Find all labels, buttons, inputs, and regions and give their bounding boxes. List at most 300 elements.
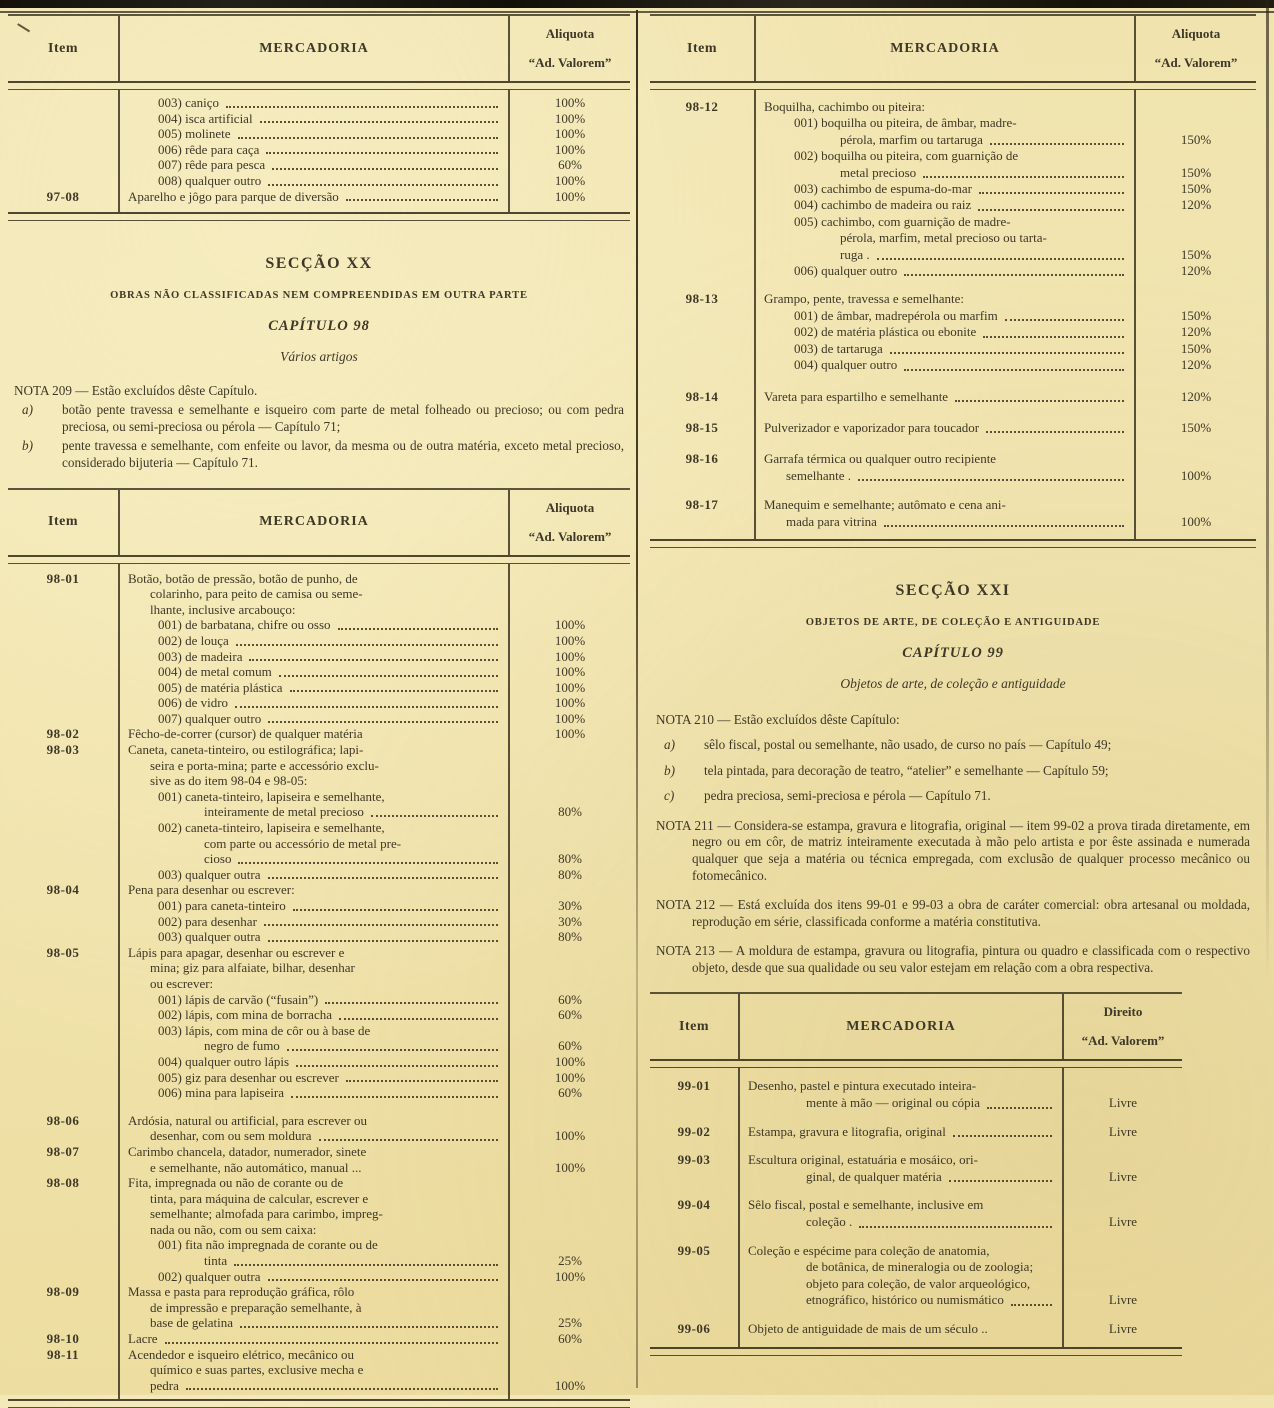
table-row: [8, 1113, 630, 1129]
merchandise-text: semelhante .: [786, 467, 851, 483]
merchandise-text: lhante, inclusive arcabouço:: [150, 601, 296, 617]
merchandise-text: colarinho, para peito de camisa ou seme-: [150, 586, 363, 602]
rate-value: [510, 1347, 630, 1363]
rate-value: [510, 1284, 630, 1300]
table-body: [8, 564, 630, 1400]
dotted-leader: [953, 1135, 1052, 1137]
table-row: [650, 308, 1256, 324]
rate-value: [510, 1222, 630, 1238]
nota-item-text: pente travessa e semelhante, com enfeite ou lavor, da mesma ou de outra matéria, exceto metal precioso, considerado bijuteria — Capítulo 71.: [62, 438, 624, 470]
table-row: [8, 157, 630, 173]
merchandise-text: 004) isca artificial: [158, 110, 253, 126]
table-spacer-row: [8, 1393, 630, 1399]
item-number: 99-05: [677, 1242, 711, 1258]
merchandise-cell: [118, 898, 510, 914]
merchandise-cell: [738, 1259, 1064, 1276]
dotted-leader: [165, 1342, 498, 1344]
rate-value: 120%: [1180, 324, 1212, 340]
table-spacer-row: [650, 1068, 1182, 1078]
table-row: [650, 1259, 1182, 1276]
item-number: [8, 960, 118, 976]
rate-value: 60%: [558, 1007, 582, 1023]
rate-value: [510, 1144, 630, 1160]
rate-value: 25%: [558, 1253, 582, 1269]
table-row: [8, 1222, 630, 1238]
dotted-leader: [238, 137, 498, 139]
chapter-subtitle: Vários artigos: [280, 349, 358, 365]
merchandise-text: com parte ou accessório de metal pre-: [204, 835, 402, 851]
rate-value: 120%: [1180, 197, 1212, 213]
merchandise-cell: [754, 148, 1136, 164]
merchandise-text: objeto para coleção, de valor arqueológico,: [806, 1275, 1031, 1291]
table-row: [650, 247, 1256, 263]
dotted-leader: [268, 877, 498, 879]
dotted-leader: [186, 1388, 498, 1390]
rate-value: Livre: [1108, 1123, 1138, 1139]
rate-value: [510, 602, 630, 618]
merchandise-text: 001) fita não impregnada de corante ou de: [158, 1237, 378, 1253]
table-row: [8, 1038, 630, 1054]
merchandise-text: 003) qualquer outra: [158, 866, 261, 882]
dotted-leader: [983, 336, 1124, 338]
table-row: [8, 960, 630, 976]
item-number: [650, 1292, 738, 1309]
section-subtitle: OBRAS NÃO CLASSIFICADAS NEM COMPREENDIDAS EM OUTRA PARTE: [110, 290, 528, 302]
table-row: [8, 586, 630, 602]
table-row: [650, 214, 1256, 230]
merchandise-text: 003) qualquer outra: [158, 929, 261, 945]
item-number: [8, 680, 118, 696]
rate-value: 100%: [554, 126, 586, 142]
table-row: [650, 263, 1256, 279]
item-number: [8, 602, 118, 618]
table-row: [650, 1124, 1182, 1141]
item-number: [8, 695, 118, 711]
table-row: [8, 617, 630, 633]
dotted-leader: [236, 644, 498, 646]
merchandise-text: 002) para desenhar: [158, 913, 257, 929]
rate-value: 100%: [554, 1268, 586, 1284]
table-row: [8, 142, 630, 158]
merchandise-cell: [754, 181, 1136, 197]
table-spacer-row: [650, 1185, 1182, 1197]
merchandise-cell: [118, 189, 510, 205]
merchandise-text: Massa e pasta para reprodução gráfica, rôlo: [128, 1284, 355, 1300]
item-number: 99-06: [677, 1321, 711, 1336]
section-subtitle: OBJETOS DE ARTE, DE COLEÇÃO E ANTIGUIDADE: [805, 616, 1101, 628]
table-row: [650, 181, 1256, 197]
merchandise-text: 002) caneta-tinteiro, lapiseira e semelhante,: [158, 820, 385, 836]
table-row: [8, 976, 630, 992]
merchandise-text: 001) boquilha ou piteira, de âmbar, madre-: [794, 115, 1017, 131]
rate-value: 150%: [1180, 131, 1212, 147]
rate-header-line2: “Ad. Valorem”: [528, 55, 612, 70]
column-header-mercadoria: MERCADORIA: [738, 994, 1064, 1059]
merchandise-cell: [118, 1362, 510, 1378]
merchandise-cell: [118, 173, 510, 189]
merchandise-cell: [738, 1095, 1064, 1112]
merchandise-text: 006) de vidro: [158, 695, 229, 711]
table-row: [8, 820, 630, 836]
header-rule: [650, 81, 1256, 90]
item-number: 98-03: [46, 742, 80, 758]
merchandise-text: 004) de metal comum: [158, 664, 272, 680]
item-number: [650, 1259, 738, 1276]
merchandise-cell: [118, 157, 510, 173]
table-row: [650, 1321, 1182, 1338]
table-row: [650, 497, 1256, 513]
nota-item-text: botão pente travessa e semelhante e isqueiro com parte de metal folheado ou precioso; ou com pedra preciosa, ou semi-preciosa ou pérola — Capítulo 71;: [62, 402, 624, 434]
rate-header-line2: “Ad. Valorem”: [528, 528, 612, 544]
table-row: [650, 1292, 1182, 1309]
rate-value: [510, 1023, 630, 1039]
merchandise-cell: [754, 451, 1136, 467]
merchandise-text: Manequim e semelhante; autômato e cena ani-: [764, 497, 1006, 513]
merchandise-cell: [754, 132, 1136, 148]
item-number: [8, 851, 118, 867]
merchandise-text: 003) cachimbo de espuma-do-mar: [794, 181, 972, 197]
rate-value: 25%: [558, 1315, 582, 1331]
merchandise-text: Sêlo fiscal, postal e semelhante, inclusive em: [748, 1197, 984, 1213]
table-header: [650, 994, 1182, 1059]
merchandise-text: 003) caniço: [158, 95, 220, 110]
section-title: SECÇÃO XXI: [895, 581, 1011, 599]
merchandise-cell: [118, 882, 510, 898]
table-row: [8, 882, 630, 898]
column-header-item: Item: [687, 40, 717, 56]
dotted-leader: [293, 909, 498, 911]
rate-value: 60%: [558, 991, 582, 1007]
table-row: [8, 680, 630, 696]
dotted-leader: [325, 1002, 498, 1004]
table-row: [650, 1095, 1182, 1112]
rate-value: Livre: [1108, 1095, 1138, 1111]
item-number: [8, 664, 118, 680]
merchandise-cell: [118, 945, 510, 961]
rate-value: 80%: [558, 804, 582, 820]
merchandise-cell: [118, 1222, 510, 1238]
rate-value: 100%: [554, 110, 586, 126]
item-number: [650, 247, 754, 263]
table-row: [8, 1128, 630, 1144]
table-spacer-row: [8, 564, 630, 571]
table-row: [650, 420, 1256, 436]
dotted-leader: [986, 431, 1124, 433]
merchandise-cell: [754, 420, 1136, 436]
item-number: 98-04: [46, 882, 80, 898]
item-number: [650, 357, 754, 373]
table-row: [650, 389, 1256, 405]
dotted-leader: [987, 1107, 1052, 1109]
dotted-leader: [890, 352, 1124, 354]
item-number: [650, 165, 754, 181]
merchandise-cell: [738, 1152, 1064, 1169]
dotted-leader: [264, 924, 498, 926]
table-row: [650, 148, 1256, 164]
rate-value: [510, 820, 630, 836]
chapter-title: CAPÍTULO 99: [902, 644, 1004, 661]
nota-paragraph: NOTA 213 — A moldura de estampa, gravura ou litografia, pintura ou quadro e classificada com o respectivo objeto, desde que sua qualidade ou seu valor estejam em relação com a obra respectiva.: [656, 943, 1250, 975]
item-number: [8, 1362, 118, 1378]
table-row: [650, 1197, 1182, 1214]
merchandise-cell: [118, 992, 510, 1008]
rate-value: 100%: [554, 710, 586, 726]
merchandise-text: 001) caneta-tinteiro, lapiseira e semelhante,: [158, 788, 385, 804]
item-number: 98-06: [46, 1112, 80, 1128]
table-bottom-rule: [650, 539, 1256, 548]
item-number: [650, 514, 754, 530]
rate-value: 150%: [1180, 307, 1212, 323]
rate-value: [1136, 99, 1256, 115]
tariff-table-right-bottom: [650, 992, 1182, 1355]
dotted-leader: [904, 369, 1124, 371]
dotted-leader: [235, 706, 498, 708]
table-row: [8, 1347, 630, 1363]
item-number: [8, 820, 118, 836]
table-row: [8, 1269, 630, 1285]
merchandise-cell: [118, 1191, 510, 1207]
merchandise-cell: [118, 126, 510, 142]
rate-value: [1064, 1197, 1182, 1214]
item-number: 98-13: [685, 291, 719, 307]
rate-value: 150%: [1180, 246, 1212, 262]
merchandise-text: 004) qualquer outro lápis: [158, 1053, 290, 1069]
dotted-leader: [955, 400, 1124, 402]
merchandise-cell: [118, 742, 510, 758]
table-spacer-row: [650, 1231, 1182, 1243]
dotted-leader: [338, 628, 498, 630]
column-header-rate: [510, 490, 630, 555]
item-number: 99-02: [677, 1123, 711, 1139]
table-row: [8, 789, 630, 805]
item-number: [8, 804, 118, 820]
rate-value: [1136, 214, 1256, 230]
item-number: [650, 115, 754, 131]
dotted-leader: [287, 1049, 498, 1051]
merchandise-cell: [754, 291, 1136, 307]
rate-value: 60%: [558, 1085, 582, 1101]
dotted-leader: [859, 1226, 1052, 1228]
table-row: [650, 324, 1256, 340]
merchandise-cell: [738, 1214, 1064, 1231]
merchandise-text: 006) rêde para caça: [158, 141, 260, 157]
rate-value: 30%: [558, 913, 582, 929]
merchandise-text: 002) de louça: [158, 632, 229, 648]
merchandise-cell: [118, 695, 510, 711]
item-number: 98-14: [685, 388, 719, 404]
table-row: [8, 804, 630, 820]
merchandise-cell: [118, 1284, 510, 1300]
column-header-mercadoria: MERCADORIA: [118, 16, 510, 81]
item-number: [8, 1206, 118, 1222]
merchandise-text: Ardósia, natural ou artificial, para escrever ou: [128, 1112, 367, 1128]
rate-header-line2: “Ad. Valorem”: [1154, 55, 1238, 70]
table-row: [650, 514, 1256, 530]
column-header-mercadoria: MERCADORIA: [754, 16, 1136, 81]
item-number: [8, 1253, 118, 1269]
merchandise-text: mada para vitrina: [786, 513, 877, 529]
merchandise-text: Boquilha, cachimbo ou piteira:: [764, 99, 926, 114]
merchandise-text: 008) qualquer outro: [158, 172, 262, 188]
rate-value: 100%: [1180, 513, 1212, 529]
table-row: [8, 1085, 630, 1101]
rate-value: Livre: [1108, 1292, 1138, 1308]
merchandise-cell: [118, 836, 510, 852]
merchandise-text: tinta, para máquina de calcular, escrever e: [150, 1190, 369, 1206]
table-spacer-row: [650, 1309, 1182, 1321]
item-number: 99-03: [677, 1152, 711, 1168]
nota-list-item: [656, 788, 1250, 805]
rate-value: 100%: [554, 1069, 586, 1085]
rate-value: 80%: [558, 929, 582, 945]
merchandise-cell: [118, 1206, 510, 1222]
merchandise-cell: [754, 324, 1136, 340]
merchandise-text: 001) para caneta-tinteiro: [158, 898, 286, 913]
merchandise-cell: [118, 142, 510, 158]
table-row: [650, 1214, 1182, 1231]
merchandise-cell: [754, 230, 1136, 246]
item-number: [8, 711, 118, 727]
item-number: [8, 992, 118, 1008]
merchandise-text: 001) lápis de carvão (“fusain”): [158, 991, 319, 1007]
merchandise-cell: [118, 851, 510, 867]
item-number: 98-15: [685, 419, 719, 435]
table-header: [650, 16, 1256, 81]
merchandise-cell: [754, 357, 1136, 373]
merchandise-text: Fita, impregnada ou não de corante ou de: [128, 1175, 344, 1191]
item-number: [8, 1038, 118, 1054]
merchandise-text: etnográfico, histórico ou numismático: [806, 1292, 1004, 1308]
merchandise-text: sive as do item 98-04 e 98-05:: [150, 773, 308, 789]
rate-value: [510, 882, 630, 898]
rate-value: [1064, 1276, 1182, 1293]
merchandise-text: ginal, de qualquer matéria: [806, 1168, 942, 1184]
merchandise-text: 001) de âmbar, madrepérola ou marfim: [794, 307, 998, 323]
header-rule: [650, 1059, 1182, 1068]
dotted-leader: [346, 199, 498, 201]
item-number: 99-01: [677, 1078, 711, 1094]
table-header: [8, 16, 630, 81]
rate-value: [1136, 230, 1256, 246]
merchandise-text: Botão, botão de pressão, botão de punho, de: [128, 570, 358, 586]
table-body: [650, 1068, 1182, 1346]
table-bottom-rule: [8, 212, 630, 221]
column-header-rate: [1064, 994, 1182, 1059]
table-row: [8, 189, 630, 205]
merchandise-cell: [118, 1144, 510, 1160]
merchandise-cell: [118, 758, 510, 774]
merchandise-text: 005) giz para desenhar ou escrever: [158, 1069, 339, 1085]
rate-header-line1: Aliquota: [1171, 26, 1221, 41]
item-number: [8, 789, 118, 805]
item-number: [8, 111, 118, 127]
table-row: [8, 867, 630, 883]
merchandise-text: de impressão e preparação semelhante, à: [150, 1299, 362, 1315]
item-number: [8, 126, 118, 142]
merchandise-cell: [118, 1331, 510, 1347]
rate-value: 100%: [554, 632, 586, 648]
merchandise-cell: [754, 115, 1136, 131]
nota-heading: NOTA 210 — Estão excluídos dêste Capítulo:: [656, 711, 900, 727]
table-spacer-row: [650, 484, 1256, 497]
merchandise-text: 005) molinete: [158, 126, 231, 142]
table-row: [8, 649, 630, 665]
dotted-leader: [290, 690, 498, 692]
merchandise-text: pedra: [150, 1377, 179, 1393]
merchandise-text: ou escrever:: [150, 975, 214, 991]
column-divider-rule: [636, 10, 638, 1388]
merchandise-cell: [118, 571, 510, 587]
merchandise-cell: [118, 1007, 510, 1023]
table-row: [8, 742, 630, 758]
rate-value: 100%: [554, 188, 586, 204]
table-row: [8, 602, 630, 618]
item-number: [8, 617, 118, 633]
merchandise-cell: [754, 341, 1136, 357]
merchandise-cell: [118, 1128, 510, 1144]
table-row: [8, 758, 630, 774]
merchandise-cell: [118, 773, 510, 789]
merchandise-cell: [754, 214, 1136, 230]
merchandise-text: tinta: [204, 1253, 228, 1269]
table-row: [8, 664, 630, 680]
merchandise-cell: [118, 1378, 510, 1394]
merchandise-cell: [118, 1315, 510, 1331]
table-spacer-row: [650, 1112, 1182, 1124]
nota-list-item: [656, 763, 1250, 780]
rate-value: [510, 742, 630, 758]
item-number: [8, 1023, 118, 1039]
merchandise-text: pérola, marfim, metal precioso ou tarta-: [840, 230, 1047, 246]
merchandise-cell: [738, 1243, 1064, 1260]
table-row: [8, 111, 630, 127]
dotted-leader: [884, 525, 1124, 527]
item-number: [8, 836, 118, 852]
dotted-leader: [877, 258, 1124, 260]
item-number: [8, 898, 118, 914]
dotted-leader: [266, 152, 498, 154]
rate-value: [510, 758, 630, 774]
merchandise-cell: [754, 468, 1136, 484]
table-row: [650, 1276, 1182, 1293]
item-number: [8, 929, 118, 945]
section-xx: [8, 255, 630, 471]
dotted-leader: [279, 675, 498, 677]
dotted-leader: [339, 1018, 498, 1020]
rate-value: [510, 976, 630, 992]
merchandise-text: 007) qualquer outro: [158, 710, 262, 726]
merchandise-text: 004) cachimbo de madeira ou raiz: [794, 197, 972, 213]
dotted-leader: [319, 1139, 498, 1141]
merchandise-cell: [118, 1253, 510, 1269]
merchandise-text: 003) de madeira: [158, 648, 243, 664]
rate-value: 100%: [554, 648, 586, 664]
item-number: [8, 1054, 118, 1070]
merchandise-text: Lápis para apagar, desenhar ou escrever e: [128, 944, 345, 960]
item-number: [650, 148, 754, 164]
rate-value: 80%: [558, 851, 582, 867]
merchandise-text: Objeto de antiguidade de mais de um século ..: [748, 1321, 988, 1336]
item-number: [650, 197, 754, 213]
column-header-item: Item: [48, 40, 78, 56]
item-number: [8, 633, 118, 649]
nota-item-text: pedra preciosa, semi-preciosa e pérola — Capítulo 71.: [704, 788, 991, 804]
nota-paragraph: NOTA 212 — Está excluída dos itens 99-01 e 99-03 a obra de caráter comercial: obra artesanal ou moldada, reprodução em série, classificada conforme a matéria constitutiva.: [656, 897, 1250, 929]
item-number: [8, 758, 118, 774]
table-row: [8, 1284, 630, 1300]
merchandise-cell: [118, 1175, 510, 1191]
table-row: [650, 1152, 1182, 1169]
